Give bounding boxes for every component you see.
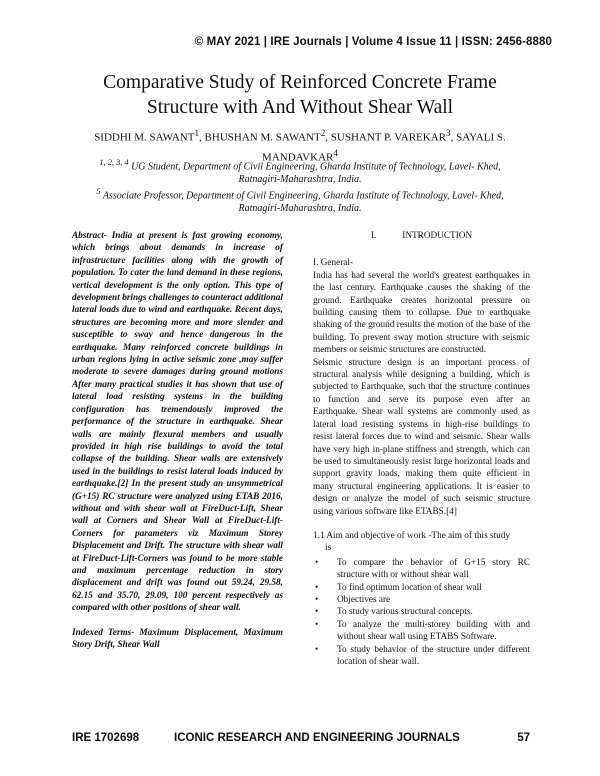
list-item xyxy=(313,582,530,594)
list-item xyxy=(313,606,530,618)
affiliation-2-line-2: Ratnagiri-Maharashtra, India. xyxy=(238,202,362,214)
introduction-column xyxy=(313,230,530,668)
affiliation-text: UG Student, Department of Civil Engineering, Gharda Institute of Technology, Lavel- Khed, xyxy=(128,161,501,173)
affiliation-1 xyxy=(60,157,540,186)
aim-heading-cont: is xyxy=(325,543,332,554)
author-separator: , xyxy=(325,131,331,144)
author-name: SIDDHI M. SAWANT xyxy=(94,131,195,144)
list-item-text: Objectives are xyxy=(337,594,391,605)
affiliation-1-line-2: Ratnagiri-Maharashtra, India. xyxy=(238,173,362,185)
list-item-text: To compare the behavior of G+15 story RC structure with or without shear wall xyxy=(337,557,530,581)
footer-paper-code: IRE 1702698 xyxy=(72,732,140,744)
paper-title xyxy=(60,70,540,120)
intro-paragraph-1: India has had several the world's greatest earthquakes in the last century. Earthquake causes the shaking of the ground. Earthquake creates horizontal pressure on building causing them to collapse. Due to earthquake shaking of the ground results the motion of the base of the building. To prevent sway motion structure with seismic members or seismic structures are constructed. xyxy=(313,270,530,356)
author-name: MANDAVKAR xyxy=(262,151,334,164)
list-item-text: To analyze the multi-storey building with and without shear wall using ETABS Software. xyxy=(337,619,530,643)
footer-publisher: ICONIC RESEARCH AND ENGINEERING JOURNALS xyxy=(174,732,460,744)
affiliation-2 xyxy=(60,186,540,215)
abstract-column xyxy=(72,230,283,651)
author-name: SUSHANT P. VAREKAR xyxy=(330,131,446,144)
affiliation-text: Associate Professor, Department of Civil Engineering, Gharda Institute of Technology, Lavel- Khed, xyxy=(100,190,504,202)
author-name: BHUSHAN M. SAWANT xyxy=(204,131,321,144)
author-name: SAYALI S. xyxy=(456,131,506,144)
bullet-icon: • xyxy=(315,619,319,630)
general-label: I. General- xyxy=(313,258,354,269)
journal-header: © MAY 2021 | IRE Journals | Volume 4 Issue 11 | ISSN: 2456-8880 xyxy=(194,36,552,48)
author-line-1 xyxy=(60,126,540,146)
list-item-text: To study various structural concepts. xyxy=(337,607,473,618)
section-heading-introduction xyxy=(313,230,530,242)
affiliation-superscript: 5 xyxy=(96,187,101,196)
affiliation-1-line-1 xyxy=(60,157,540,174)
author-superscript: 4 xyxy=(333,147,338,158)
abstract-text: Abstract- India at present is fast growing economy, which brings about demands in increase of infrastructure facilities along with the growth of population. To cater the land demand in these regions, vertical development is the only option. This type of development brings challenges to counteract additional lateral loads due to wind and earthquake. Recent days, structures are becoming more and more slender and susceptible to sway and hence dangerous in the earthquake. Many reinforced concrete buildings in urban regions lying in active seismic zone ,may suffer moderate to severe damages during ground motions After many practical studies it has shown that use of lateral load resisting systems in the building configuration has tremendously improved the performance of the structure in earthquake. Shear walls are mainly flexural members and usually provided in high rise buildings to avoid the total collapse of the building. Shear walls are extensively used in the buildings to resist lateral loads induced by earthquake.[2] In the present study an unsymmetrical (G+15) RC structure were analyzed using ETAB 2016, without and with shear wall at FireDuct-Lift, Shear wall at Corners and Shear Wall at FireDuct-Lift-Corners for parameters viz Maximum Storey Displacement and Drift. The structure with shear wall at FireDuct-Lift-Corners was found to be more stable and maximum percentage reduction in story displacement and drift was found out 59.24, 29.58, 62.15 and 35.70, 29.09, 100 percent respectively as compared with other positions of shear wall. xyxy=(72,231,283,614)
list-item xyxy=(313,644,530,669)
title-line-2: Structure with And Without Shear Wall xyxy=(146,97,454,118)
list-item xyxy=(313,619,530,644)
list-item-text: To study behavior of the structure under different location of shear wall. xyxy=(337,644,530,667)
title-line-1: Comparative Study of Reinforced Concrete Frame xyxy=(103,72,497,93)
affiliation-superscript: 1, 2, 3, 4 xyxy=(99,158,129,167)
aim-subsection xyxy=(313,530,530,668)
bullet-icon: • xyxy=(315,644,319,655)
bullet-icon: • xyxy=(315,607,319,618)
author-separator: , xyxy=(199,131,205,144)
bullet-icon: • xyxy=(315,557,319,568)
list-item xyxy=(313,594,530,606)
affiliation-2-line-1 xyxy=(60,186,540,203)
section-title: INTRODUCTION xyxy=(402,231,473,241)
list-item-text: To find optimum location of shear wall xyxy=(337,582,482,593)
footer-page-number: 57 xyxy=(517,732,530,744)
bullet-icon: • xyxy=(315,594,319,605)
index-terms: Indexed Terms- Maximum Displacement, Maximum Story Drift, Shear Wall xyxy=(72,627,283,650)
author-superscript: 1 xyxy=(194,128,200,138)
section-number: I. xyxy=(370,231,377,241)
author-superscript: 3 xyxy=(446,128,451,138)
author-separator: , xyxy=(450,131,457,144)
intro-paragraph-2: Seismic structure design is an important process of structural analysis while designing a building, which is subjected to Earthquake, such that the structure continues to function and serve its purpose even after an Earthquake. Shear wall systems are commonly used as lateral load resisting systems in high-rise buildings to resist lateral forces due to wind and seismic. Shear walls have very high in-plane stiffness and strength, which can be used to simultaneously resist large horizontal loads and support gravity loads, making them quite efficient in many structural engineering applications. It is easier to design or analyze the model of such seismic structure using various software like ETABS.[4] xyxy=(313,357,530,517)
list-item xyxy=(313,557,530,582)
aim-heading: 1.1 Aim and objective of work -The aim of this study xyxy=(313,530,511,541)
objectives-list xyxy=(313,557,530,669)
author-superscript: 2 xyxy=(320,128,326,138)
bullet-icon: • xyxy=(315,582,319,593)
